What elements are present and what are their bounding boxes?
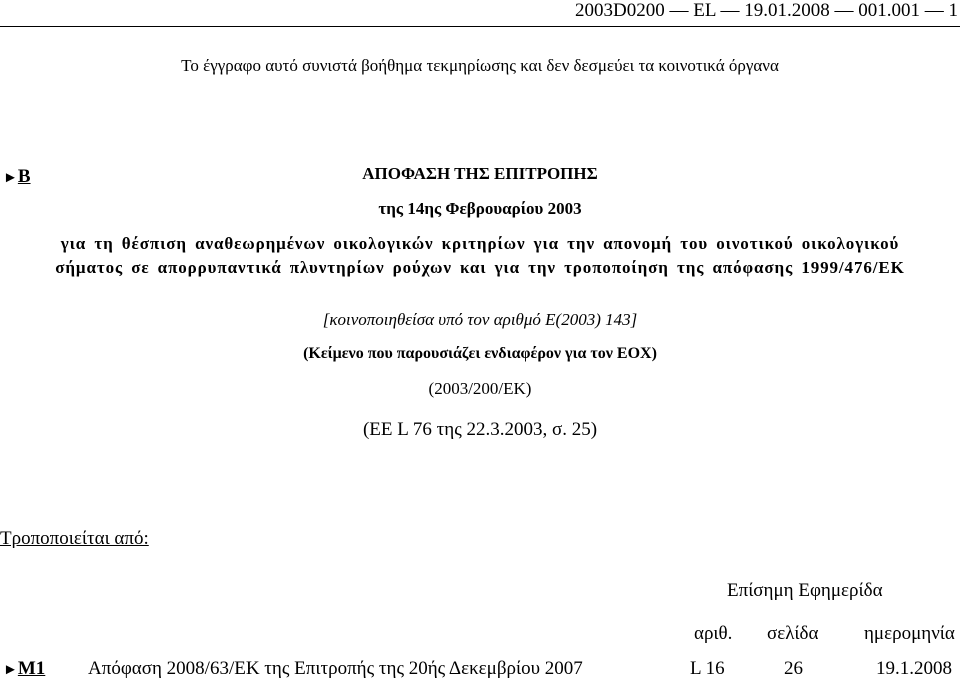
marker-b-code: B [17, 166, 31, 187]
column-header-date: ημερομηνία [864, 623, 955, 644]
amended-by-heading: Τροποποιείται από: [0, 528, 149, 549]
marker-m1[interactable] [3, 658, 45, 680]
decision-subject: για τη θέσπιση αναθεωρημένων οικολογικών κριτηρίων για την απονομή του οινοτικού οικολογικού σήματος σε απορρυπαντικά πλυντηρίων ρούχων και για την τροποποίηση της απόφασης 1999/476/ΕΚ [55, 234, 905, 277]
eea-relevance: (Κείμενο που παρουσιάζει ενδιαφέρον για τον ΕΟΧ) [303, 345, 657, 362]
amendment-title: Απόφαση 2008/63/ΕΚ της Επιτροπής της 20ής Δεκεμβρίου 2007 [88, 658, 583, 679]
notification-number: [κοινοποιηθείσα υπό τον αριθμό Ε(2003) 143] [322, 310, 638, 329]
amendment-date: 19.1.2008 [876, 658, 952, 679]
decision-title: ΑΠΟΦΑΣΗ ΤΗΣ ΕΠΙΤΡΟΠΗΣ [362, 164, 598, 183]
header-divider [0, 26, 960, 27]
amendment-page: 26 [784, 658, 803, 679]
document-number: (2003/200/ΕΚ) [428, 379, 532, 398]
decision-date: της 14ης Φεβρουαρίου 2003 [378, 199, 582, 218]
amendment-number: L 16 [690, 658, 725, 679]
document-reference: 2003D0200 — EL — 19.01.2008 — 001.001 — 1 [575, 0, 958, 21]
column-header-page: σελίδα [767, 623, 819, 644]
official-journal-reference: (ΕΕ L 76 της 22.3.2003, σ. 25) [362, 419, 598, 440]
triangle-right-icon: ► [3, 662, 18, 678]
marker-m1-code: M1 [17, 658, 46, 679]
official-journal-heading: Επίσημη Εφημερίδα [727, 580, 883, 601]
column-header-number: αριθ. [694, 623, 733, 644]
triangle-right-icon: ► [3, 170, 18, 186]
disclaimer: Το έγγραφο αυτό συνιστά βοήθημα τεκμηρίωσης και δεν δεσμεύει τα κοινοτικά όργανα [181, 56, 779, 75]
